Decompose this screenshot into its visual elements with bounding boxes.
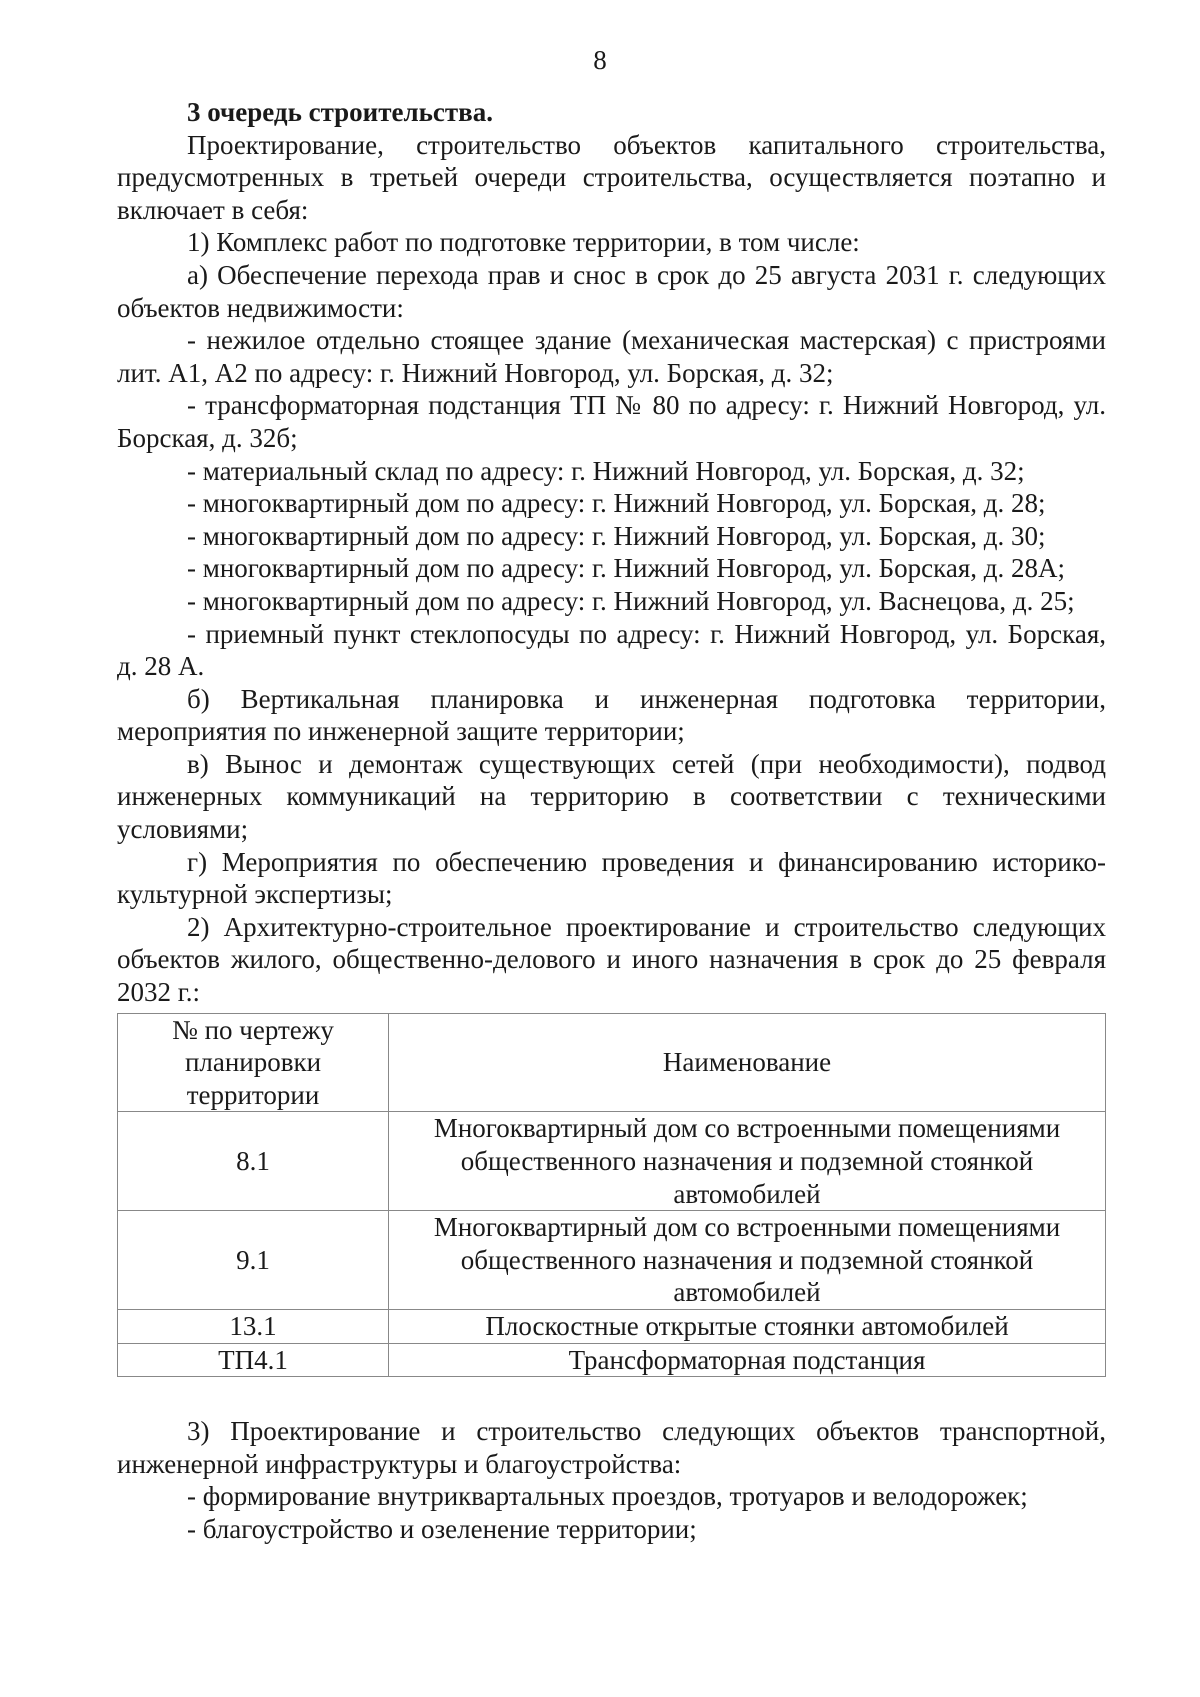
item-2: 2) Архитектурно-строительное проектирование и строительство следующих объектов жилого, общественно-делового и иного назначения в срок до 25 февраля 2032 г.:	[117, 911, 1106, 1008]
item-1: 1) Комплекс работ по подготовке территории, в том числе:	[187, 227, 860, 258]
object-item: - приемный пункт стеклопосуды по адресу: г. Нижний Новгород, ул. Борская, д. 28 А.	[117, 618, 1106, 682]
intro-paragraph: Проектирование, строительство объектов капитального строительства, предусмотренных в третьей очереди строительства, осуществляется поэтапно и включает в себя:	[117, 129, 1106, 225]
row-number: 13.1	[118, 1309, 389, 1343]
document-body	[117, 96, 1106, 1546]
object-item: - многоквартирный дом по адресу: г. Нижний Новгород, ул. Васнецова, д. 25;	[187, 585, 1075, 616]
row-number: 9.1	[118, 1211, 389, 1310]
item-1b: б) Вертикальная планировка и инженерная подготовка территории, мероприятия по инженерной защите территории;	[117, 683, 1106, 747]
table-header-row	[118, 1013, 1106, 1112]
row-name: Многоквартирный дом со встроенными помещениями общественного назначения и подземной стоянкой автомобилей	[389, 1211, 1106, 1310]
item-3-list-item: - благоустройство и озеленение территории;	[187, 1513, 697, 1544]
header-number: № по чертежу планировки территории	[118, 1013, 389, 1112]
item-3-list-item: - формирование внутриквартальных проездов, тротуаров и велодорожек;	[187, 1481, 1028, 1512]
table-row	[118, 1112, 1106, 1211]
row-number: 8.1	[118, 1112, 389, 1211]
object-item: - материальный склад по адресу: г. Нижний Новгород, ул. Борская, д. 32;	[187, 455, 1025, 486]
item-1g: г) Мероприятия по обеспечению проведения и финансированию историко-культурной экспертизы;	[117, 846, 1106, 910]
row-name: Трансформаторная подстанция	[389, 1343, 1106, 1377]
object-item: - трансформаторная подстанция ТП № 80 по адресу: г. Нижний Новгород, ул. Борская, д. 32б;	[117, 390, 1106, 453]
objects-table	[117, 1013, 1106, 1378]
object-item: - многоквартирный дом по адресу: г. Нижний Новгород, ул. Борская, д. 28А;	[187, 553, 1065, 584]
page-number: 8	[593, 45, 607, 75]
row-number: ТП4.1	[118, 1343, 389, 1377]
table-row	[118, 1343, 1106, 1377]
object-item: - нежилое отдельно стоящее здание (механическая мастерская) с пристроями лит. А1, А2 по адресу: г. Нижний Новгород, ул. Борская, д. 32;	[117, 325, 1106, 388]
table-row	[118, 1211, 1106, 1310]
item-1a: а) Обеспечение перехода прав и снос в срок до 25 августа 2031 г. следующих объектов недвижимости:	[117, 259, 1106, 323]
section-heading: 3 очередь строительства.	[187, 97, 493, 127]
item-3: 3) Проектирование и строительство следующих объектов транспортной, инженерной инфраструктуры и благоустройства:	[117, 1416, 1106, 1479]
row-name: Многоквартирный дом со встроенными помещениями общественного назначения и подземной стоянкой автомобилей	[389, 1112, 1106, 1211]
row-name: Плоскостные открытые стоянки автомобилей	[389, 1309, 1106, 1343]
object-item: - многоквартирный дом по адресу: г. Нижний Новгород, ул. Борская, д. 30;	[187, 520, 1046, 551]
object-item: - многоквартирный дом по адресу: г. Нижний Новгород, ул. Борская, д. 28;	[187, 488, 1046, 519]
spacer	[117, 1377, 1106, 1415]
header-name: Наименование	[389, 1013, 1106, 1112]
item-1v: в) Вынос и демонтаж существующих сетей (при необходимости), подвод инженерных коммуникаций на территорию в соответствии с техническими условиями;	[117, 748, 1106, 845]
table-row	[118, 1309, 1106, 1343]
